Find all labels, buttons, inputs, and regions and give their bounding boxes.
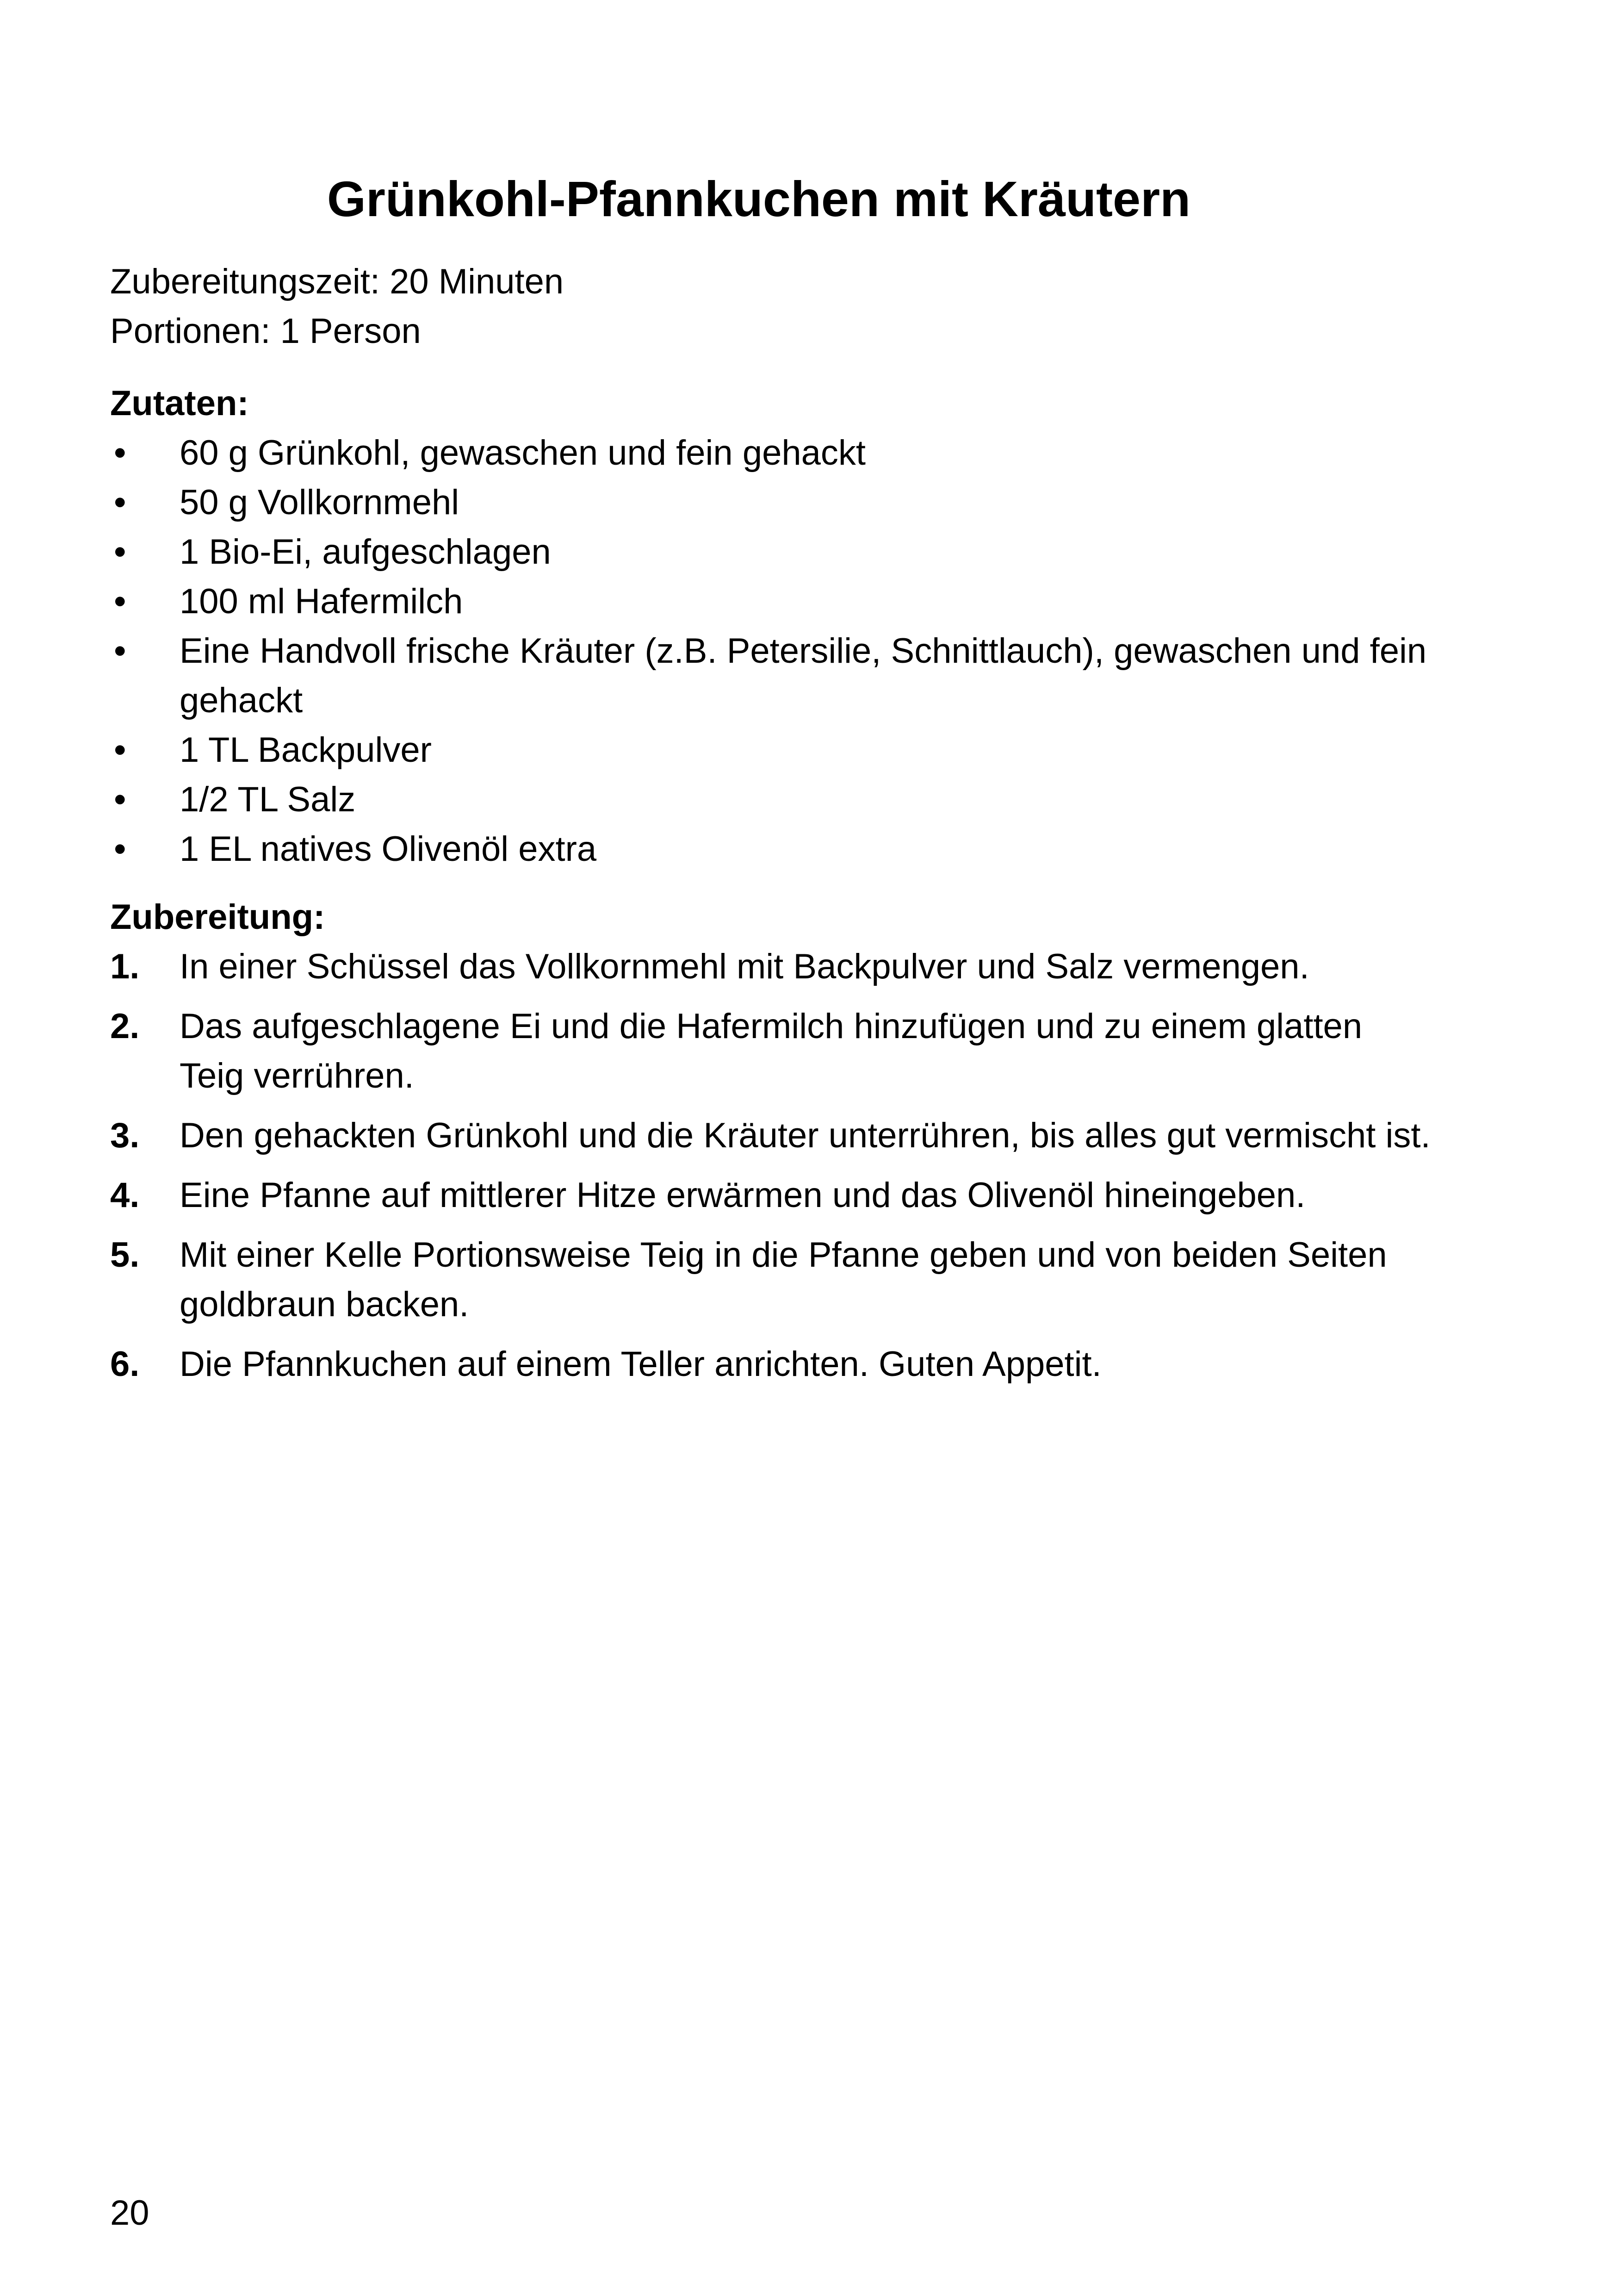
bullet-icon: • [114, 829, 126, 869]
step-text: Mit einer Kelle Portionsweise Teig in die Pfanne geben und von beiden Seiten goldbraun backen. [180, 1235, 1387, 1324]
step-item [110, 942, 1433, 991]
ingredients-list [110, 428, 1433, 874]
preparation-section [110, 892, 1433, 1399]
recipe-meta [110, 257, 564, 356]
step-text: Das aufgeschlagene Ei und die Hafermilch hinzufügen und zu einem glatten Teig verrühren. [180, 1007, 1363, 1095]
step-text: In einer Schüssel das Vollkornmehl mit Backpulver und Salz vermengen. [180, 947, 1309, 986]
step-item [110, 1111, 1433, 1160]
page-number: 20 [110, 2193, 149, 2233]
ingredients-heading: Zutaten: [110, 384, 249, 423]
ingredient-item [110, 775, 1433, 824]
step-item [110, 1170, 1433, 1220]
step-number: 3. [110, 1116, 140, 1155]
step-number: 4. [110, 1176, 140, 1215]
step-text: Die Pfannkuchen auf einem Teller anrichten. Guten Appetit. [180, 1344, 1102, 1384]
step-number: 2. [110, 1007, 140, 1046]
prep-time: Zubereitungszeit: 20 Minuten [110, 262, 564, 301]
ingredient-item [110, 478, 1433, 527]
ingredient-text: 1 EL natives Olivenöl extra [180, 829, 597, 869]
step-number: 5. [110, 1235, 140, 1275]
ingredient-text: 1 TL Backpulver [180, 730, 432, 770]
step-text: Eine Pfanne auf mittlerer Hitze erwärmen und das Olivenöl hineingeben. [180, 1176, 1306, 1215]
step-number: 6. [110, 1344, 140, 1384]
preparation-steps [110, 942, 1433, 1389]
bullet-icon: • [114, 582, 126, 621]
bullet-icon: • [114, 532, 126, 572]
ingredient-item [110, 527, 1433, 577]
preparation-heading: Zubereitung: [110, 897, 325, 937]
step-item [110, 1339, 1433, 1389]
recipe-title: Grünkohl-Pfannkuchen mit Kräutern [327, 171, 1191, 227]
bullet-icon: • [114, 631, 126, 671]
bullet-icon: • [114, 780, 126, 819]
ingredient-text: 60 g Grünkohl, gewaschen und fein gehackt [180, 433, 866, 473]
ingredients-section [110, 379, 1433, 874]
ingredient-text: 50 g Vollkornmehl [180, 483, 459, 522]
ingredient-item [110, 577, 1433, 626]
ingredient-item [110, 824, 1433, 874]
ingredient-item [110, 428, 1433, 478]
ingredient-text: 1/2 TL Salz [180, 780, 356, 819]
ingredient-text: 1 Bio-Ei, aufgeschlagen [180, 532, 551, 572]
bullet-icon: • [114, 730, 126, 770]
ingredient-text: 100 ml Hafermilch [180, 582, 463, 621]
servings: Portionen: 1 Person [110, 311, 421, 351]
ingredient-text: Eine Handvoll frische Kräuter (z.B. Petersilie, Schnittlauch), gewaschen und fein gehackt [180, 631, 1427, 720]
step-item [110, 1002, 1433, 1101]
step-number: 1. [110, 947, 140, 986]
bullet-icon: • [114, 483, 126, 522]
bullet-icon: • [114, 433, 126, 473]
step-item [110, 1230, 1433, 1329]
step-text: Den gehackten Grünkohl und die Kräuter unterrühren, bis alles gut vermischt ist. [180, 1116, 1431, 1155]
ingredient-item [110, 725, 1433, 775]
ingredient-item [110, 626, 1433, 725]
